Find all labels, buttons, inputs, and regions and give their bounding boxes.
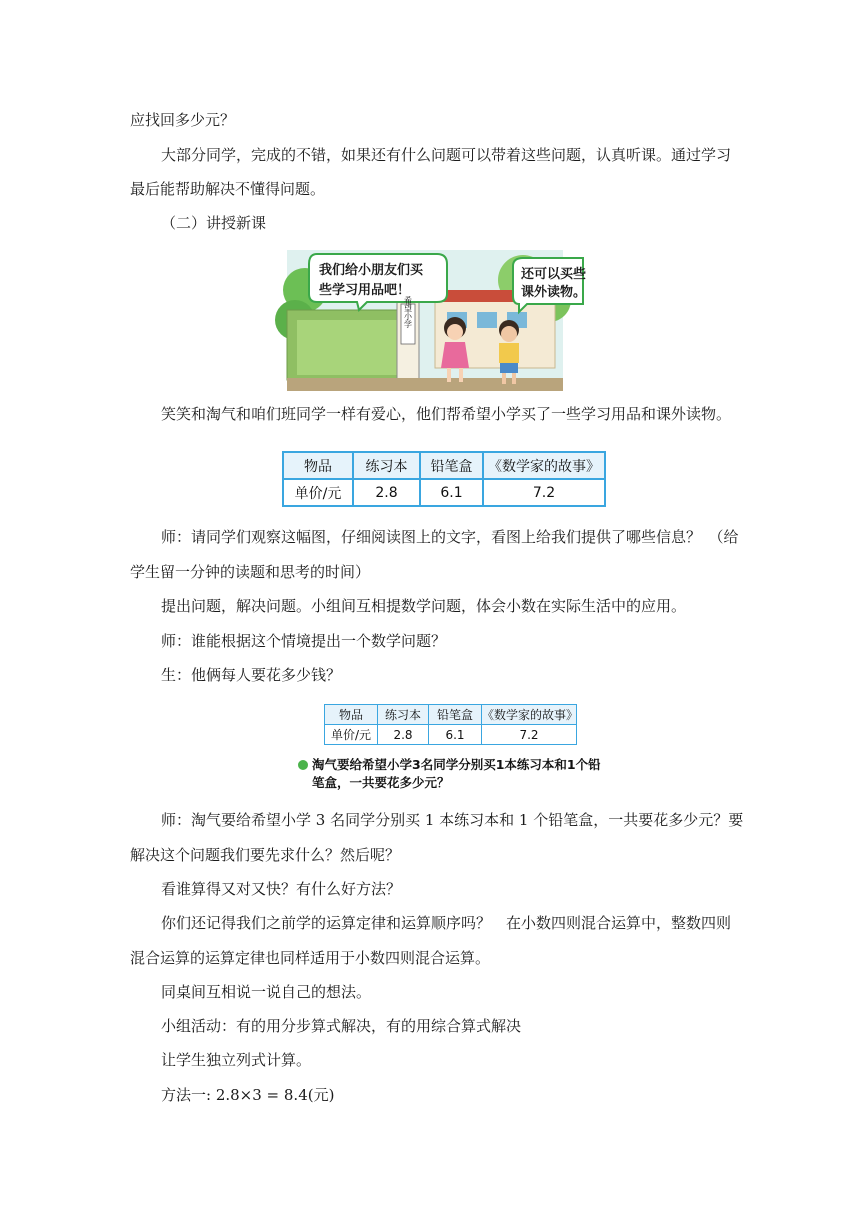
paragraph-text: 大部分同学，完成的不错，如果还有什么问题可以带着这些问题，认真听课。通过学习 — [161, 146, 732, 164]
table-cell: 6.1 — [429, 725, 482, 745]
paragraph-text: 混合运算的运算定律也同样适用于小数四则混合运算。 — [130, 949, 491, 967]
section-heading: （二）讲授新课 — [161, 214, 267, 232]
bullet-dot-icon — [298, 760, 308, 770]
table-cell: 单价/元 — [283, 479, 353, 506]
paragraph-text: 提出问题，解决问题。小组间互相提数学问题，体会小数在实际生活中的应用。 — [161, 597, 687, 615]
table-cell: 7.2 — [482, 725, 577, 745]
price-table-small — [324, 704, 577, 745]
table-row — [325, 725, 577, 745]
question-note — [298, 756, 601, 792]
paragraph-text: 方法一: 2.8×3 = 8.4(元) — [161, 1086, 335, 1104]
question-line1: 淘气要给希望小学3名同学分别买1本练习本和1个铅 — [312, 757, 601, 772]
paragraph-text: 同桌间互相说一说自己的想法。 — [161, 983, 372, 1001]
price-table — [282, 451, 606, 507]
table-cell: 铅笔盒 — [429, 705, 482, 725]
table-cell: 2.8 — [353, 479, 420, 506]
table-cell: 2.8 — [378, 725, 429, 745]
school-sign-text: 希望小学 — [403, 296, 413, 328]
paragraph-text: 师：请同学们观察这幅图，仔细阅读图上的文字，看图上给我们提供了哪些信息？ （给 — [161, 528, 739, 546]
table-cell: 物品 — [283, 452, 353, 479]
paragraph-text: 师：淘气要给希望小学 3 名同学分别买 1 本练习本和 1 个铅笔盒，一共要花多少元？要 — [161, 811, 744, 829]
table-cell: 铅笔盒 — [420, 452, 483, 479]
paragraph-text: 生：他俩每人要花多少钱？ — [161, 666, 342, 684]
paragraph-text: 你们还记得我们之前学的运算定律和运算顺序吗？ 在小数四则混合运算中，整数四则 — [161, 914, 732, 932]
paragraph-text: 师：谁能根据这个情境提出一个数学问题？ — [161, 632, 447, 650]
paragraph-text: 学生留一分钟的读题和思考的时间） — [130, 563, 371, 581]
table-cell: 练习本 — [378, 705, 429, 725]
school-illustration — [287, 250, 587, 391]
table-cell: 单价/元 — [325, 725, 378, 745]
paragraph-text: 解决这个问题我们要先求什么？然后呢？ — [130, 846, 401, 864]
table-cell: 7.2 — [483, 479, 605, 506]
table-header-row — [283, 452, 605, 479]
table-cell: 《数学家的故事》 — [482, 705, 577, 725]
table-header-row — [325, 705, 577, 725]
bubble-left-line1: 我们给小朋友们买 — [319, 263, 424, 278]
bubble-left-line2: 些学习用品吧！ — [319, 283, 411, 298]
table-row — [283, 479, 605, 506]
question-line2: 笔盒，一共要花多少元？ — [312, 775, 450, 790]
table-cell: 6.1 — [420, 479, 483, 506]
table-cell: 练习本 — [353, 452, 420, 479]
bubble-right-line2: 课外读物。 — [521, 285, 587, 300]
paragraph-text: 最后能帮助解决不懂得问题。 — [130, 180, 326, 198]
table-cell: 《数学家的故事》 — [483, 452, 605, 479]
paragraph-text: 应找回多少元？ — [130, 111, 236, 129]
paragraph-text: 看谁算得又对又快？有什么好方法？ — [161, 880, 402, 898]
bubble-right-line1: 还可以买些 — [521, 267, 587, 282]
paragraph-text: 笑笑和淘气和咱们班同学一样有爱心，他们帮希望小学买了一些学习用品和课外读物。 — [161, 405, 732, 423]
paragraph-text: 让学生独立列式计算。 — [161, 1051, 312, 1069]
table-cell: 物品 — [325, 705, 378, 725]
paragraph-text: 小组活动：有的用分步算式解决，有的用综合算式解决 — [161, 1017, 522, 1035]
